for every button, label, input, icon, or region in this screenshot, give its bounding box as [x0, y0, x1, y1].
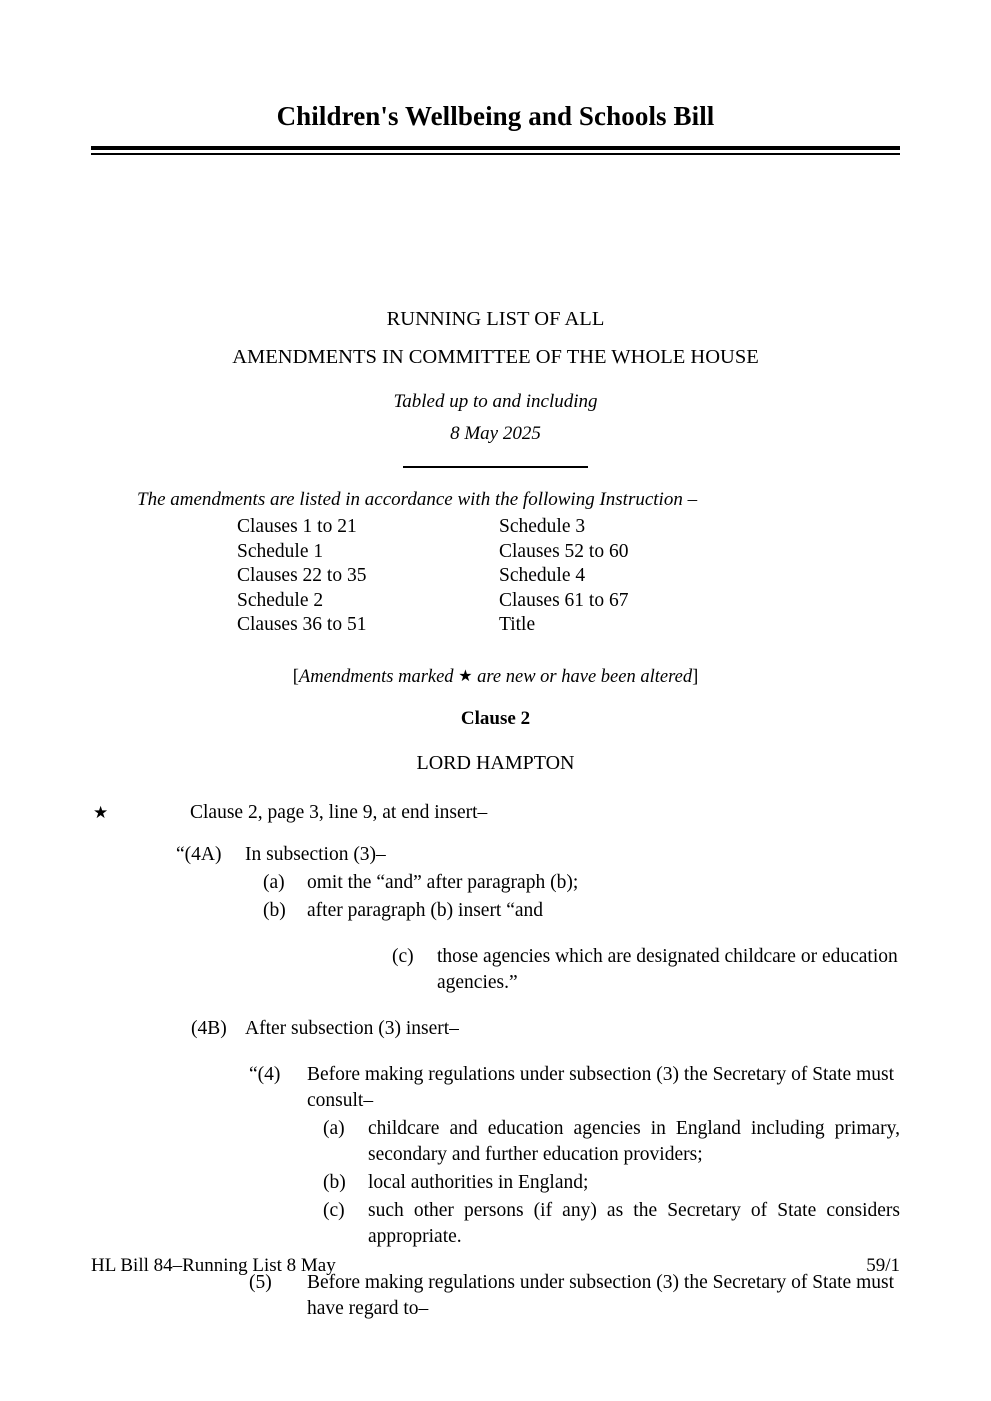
clause-list-left: Clauses 36 to 51 — [237, 614, 367, 635]
masthead-rule-thick — [91, 146, 900, 150]
amendment-body — [91, 800, 900, 1322]
clause-list-right: Title — [499, 614, 536, 635]
note-text-after-star: are new or have been altered — [472, 666, 693, 687]
item-text: Before making regulations under subsection (3) the Secretary of State must consult– — [307, 1064, 894, 1111]
item-text: after paragraph (b) insert “and — [307, 900, 544, 921]
item-label: (a) — [323, 1118, 345, 1139]
amendment-item — [91, 1116, 900, 1168]
item-text: such other persons (if any) as the Secretary of State considers appropriate. — [368, 1200, 900, 1247]
amendment-reference: Clause 2, page 3, line 9, at end insert– — [190, 802, 488, 823]
note-open-bracket: [ — [292, 666, 299, 687]
item-label: (a) — [263, 872, 285, 893]
amendment-item — [91, 1062, 900, 1114]
star-icon: ★ — [93, 803, 109, 822]
item-label: (4B) — [191, 1018, 227, 1039]
item-label: (b) — [323, 1172, 346, 1193]
tabled-date: 8 May 2025 — [450, 423, 541, 444]
star-icon: ★ — [458, 667, 473, 685]
instruction-text: The amendments are listed in accordance with the following Instruction – — [137, 489, 698, 510]
clause-list-left: Clauses 22 to 35 — [237, 565, 367, 586]
clause-heading: Clause 2 — [460, 708, 531, 729]
clause-list-row — [237, 540, 797, 565]
tabled-label: Tabled up to and including — [393, 391, 598, 412]
amendment-item — [91, 944, 900, 996]
item-label: (5) — [249, 1272, 272, 1293]
member-name: LORD HAMPTON — [416, 752, 575, 774]
footer-left: HL Bill 84–Running List 8 May — [91, 1255, 336, 1276]
amendment-item — [91, 870, 900, 896]
amendment-item — [91, 1016, 900, 1042]
item-text: omit the “and” after paragraph (b); — [307, 872, 579, 893]
amendment-item — [91, 842, 900, 868]
clause-list-row — [237, 515, 797, 540]
clause-list-right: Clauses 52 to 60 — [499, 540, 629, 562]
divider-rule — [403, 466, 588, 468]
item-label: “(4) — [249, 1064, 281, 1085]
note-text-before-star: Amendments marked — [298, 666, 459, 687]
clause-list-left: Schedule 2 — [237, 589, 324, 611]
note-close-bracket: ] — [692, 666, 699, 687]
amendment-item — [91, 898, 900, 924]
heading-line-2: AMENDMENTS IN COMMITTEE OF THE WHOLE HOUSE — [232, 346, 759, 368]
amendment-item — [91, 1198, 900, 1250]
clause-list-left: Clauses 1 to 21 — [237, 516, 357, 537]
item-text: Before making regulations under subsection (3) the Secretary of State must have regard to– — [307, 1272, 894, 1319]
divider-rule-wrap — [91, 466, 900, 468]
marked-amendments-note — [91, 664, 900, 690]
item-text: local authorities in England; — [368, 1172, 589, 1193]
clause-list-row — [237, 564, 797, 589]
item-label: “(4A) — [176, 844, 222, 865]
masthead-rule-thin — [91, 153, 900, 155]
item-text: After subsection (3) insert– — [245, 1018, 459, 1039]
footer-page-number: 59/1 — [866, 1255, 900, 1276]
masthead — [91, 100, 900, 155]
instruction-block — [91, 487, 900, 690]
clause-list-right: Schedule 3 — [499, 516, 586, 537]
clause-list — [237, 515, 797, 638]
item-label: (c) — [323, 1200, 345, 1221]
page-footer — [91, 1253, 900, 1279]
page-title: Children's Wellbeing and Schools Bill — [276, 101, 715, 131]
item-label: (c) — [392, 946, 414, 967]
item-text: In subsection (3)– — [245, 844, 386, 865]
clause-list-right: Clauses 61 to 67 — [499, 589, 629, 611]
amendment-header-row — [91, 800, 900, 826]
heading-line-1: RUNNING LIST OF ALL — [386, 308, 605, 330]
document-heading-block — [91, 300, 900, 468]
clause-list-left: Schedule 1 — [237, 540, 324, 562]
clause-list-right: Schedule 4 — [499, 565, 586, 586]
item-text: those agencies which are designated childcare or education agencies.” — [437, 946, 898, 993]
item-text: childcare and education agencies in England including primary, secondary and further education providers; — [368, 1118, 900, 1165]
clause-list-row — [237, 613, 797, 638]
amendment-item — [91, 1170, 900, 1196]
item-label: (b) — [263, 900, 286, 921]
clause-list-row — [237, 589, 797, 614]
